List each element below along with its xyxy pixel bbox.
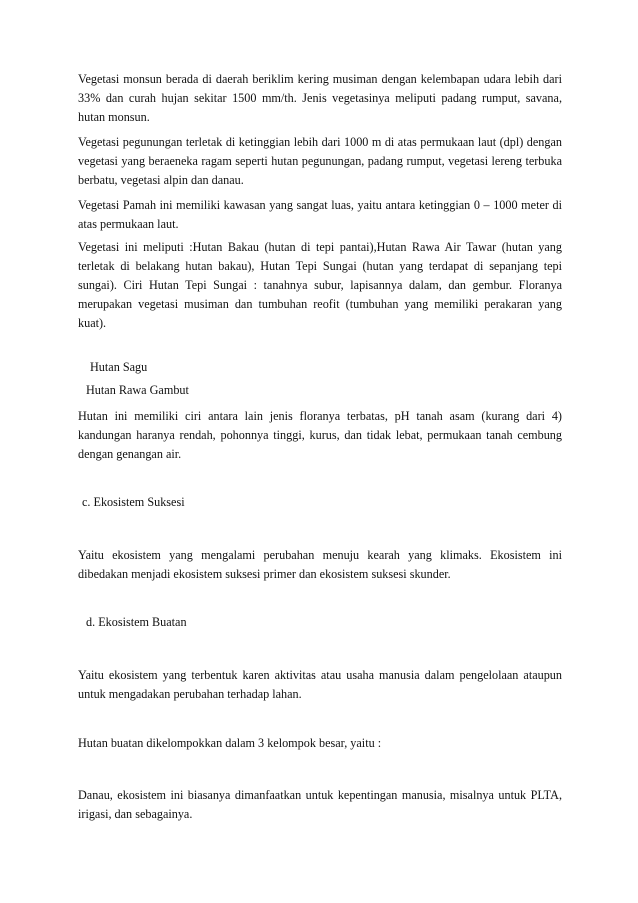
paragraph-hutan-buatan: [78, 734, 562, 753]
paragraph-vegetasi-pamah: [78, 196, 562, 234]
heading-text: c. Ekosistem Suksesi: [82, 495, 185, 509]
paragraph-text: Yaitu ekosistem yang mengalami perubahan menuju kearah yang klimaks. Ekosistem ini dibedakan menjadi ekosistem suksesi primer dan ekosistem suksesi skunder.: [78, 548, 562, 581]
paragraph-vegetasi-meliputi: [78, 238, 562, 333]
paragraph-text: Vegetasi ini meliputi :Hutan Bakau (hutan di tepi pantai),Hutan Rawa Air Tawar (hutan yang terletak di belakang hutan bakau), Hutan Tepi Sungai (hutan yang terdapat di sepanjang tepi sungai). Ciri Hutan Tepi Sungai : tanahnya subur, lapisannya dalam, dan gembur. Floranya merupakan vegetasi musiman dan tumbuhan reofit (tumbuhan yang memiliki perakaran yang kuat).: [78, 240, 562, 330]
item-hutan-rawa-gambut: [78, 381, 562, 400]
paragraph-text: Yaitu ekosistem yang terbentuk karen aktivitas atau usaha manusia dalam pengelolaan ataupun untuk mengadakan perubahan terhadap lahan.: [78, 668, 562, 701]
item-hutan-sagu: [78, 358, 562, 377]
paragraph-text: Danau, ekosistem ini biasanya dimanfaatkan untuk kepentingan manusia, misalnya untuk PLTA, irigasi, dan sebagainya.: [78, 788, 562, 821]
paragraph-danau: [78, 786, 562, 824]
item-text: Hutan Sagu: [90, 360, 148, 374]
heading-text: d. Ekosistem Buatan: [86, 615, 187, 629]
heading-ekosistem-suksesi: [78, 493, 562, 512]
paragraph-text: Vegetasi monsun berada di daerah beriklim kering musiman dengan kelembapan udara lebih dari 33% dan curah hujan sekitar 1500 mm/th. Jenis vegetasinya meliputi padang rumput, savana, hutan monsun.: [78, 72, 562, 124]
heading-ekosistem-buatan: [78, 613, 562, 632]
paragraph-text: Hutan ini memiliki ciri antara lain jenis floranya terbatas, pH tanah asam (kurang dari 4) kandungan haranya rendah, pohonnya tinggi, kurus, dan tidak lebat, permukaan tanah cembung dengan genangan air.: [78, 409, 562, 461]
paragraph-text: Vegetasi Pamah ini memiliki kawasan yang sangat luas, yaitu antara ketinggian 0 – 1000 meter di atas permukaan laut.: [78, 198, 562, 231]
paragraph-hutan-ciri: [78, 407, 562, 464]
paragraph-text: Hutan buatan dikelompokkan dalam 3 kelompok besar, yaitu :: [78, 736, 382, 750]
item-text: Hutan Rawa Gambut: [86, 383, 189, 397]
paragraph-vegetasi-pegunungan: [78, 133, 562, 190]
paragraph-text: Vegetasi pegunungan terletak di ketinggian lebih dari 1000 m di atas permukaan laut (dpl) dengan vegetasi yang beraeneka ragam seperti hutan pegunungan, padang rumput, vegetasi lereng terbuka berbatu, vegetasi alpin dan danau.: [78, 135, 562, 187]
paragraph-vegetasi-monsun: [78, 70, 562, 127]
paragraph-ekosistem-suksesi: [78, 546, 562, 584]
paragraph-ekosistem-buatan: [78, 666, 562, 704]
